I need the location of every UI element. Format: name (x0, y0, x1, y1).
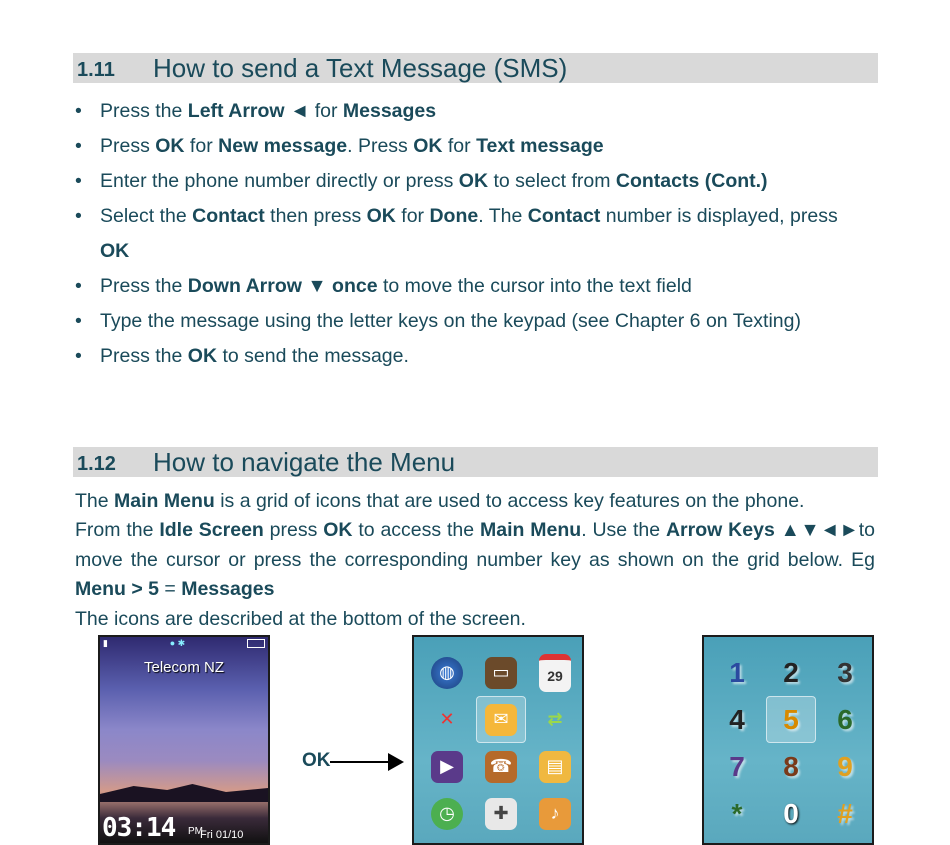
list-item: • Select the Contact then press OK for Done. The Contact number is displayed, press OK (75, 205, 838, 262)
folder-icon: ▤ (539, 751, 571, 783)
section-heading-1-11 (73, 53, 878, 83)
key-9: 9 (837, 750, 853, 782)
contacts-book-icon: ☎ (485, 751, 517, 783)
call-arrow-icon: ⇄ (547, 709, 563, 729)
key-4: 4 (729, 703, 745, 735)
menu-icon-grid (422, 649, 580, 837)
menu-cell (422, 696, 472, 743)
key-1: 1 (729, 656, 745, 688)
media-icon: ▶ (431, 751, 463, 783)
section-title: How to send a Text Message (SMS) (153, 53, 568, 83)
section-number: 1.12 (77, 453, 116, 475)
menu-navigation-paragraph: From the Idle Screen press OK to access the Main Menu. Use the Arrow Keys ▲▼◄►to move the cursor or press the corresponding number key as shown on the grid below. Eg Menu > 5 = Messages (75, 519, 876, 600)
key-7: 7 (729, 750, 745, 782)
list-item: • Enter the phone number directly or press OK to select from Contacts (Cont.) (75, 170, 768, 192)
idle-screen-image (98, 635, 270, 845)
clock-display: 03:14 (102, 813, 176, 843)
envelope-icon: ✉ (485, 704, 517, 736)
main-menu-image (412, 635, 584, 845)
ampm-label: PM (188, 826, 203, 837)
date-display: Fri 01/10 (200, 829, 244, 841)
signal-icon: ▮ (103, 637, 108, 648)
right-arrow-icon (330, 761, 402, 763)
list-item: • Press OK for New message. Press OK for Text message (75, 135, 604, 157)
section-heading-1-12 (73, 447, 878, 477)
music-icon: ♪ (539, 798, 571, 830)
menu-cell (530, 743, 580, 790)
section-title: How to navigate the Menu (153, 447, 456, 477)
menu-cell (530, 696, 580, 743)
menu-cell (476, 743, 526, 790)
key-5-selected: 5 (766, 696, 816, 743)
list-item: • Type the message using the letter keys on the keypad (see Chapter 6 on Texting) (75, 310, 801, 332)
ok-label: OK (302, 750, 331, 771)
landscape-silhouette (100, 782, 268, 802)
menu-cell (530, 790, 580, 837)
gamepad-icon: ✚ (485, 798, 517, 830)
battery-icon (247, 639, 265, 648)
menu-cell (422, 743, 472, 790)
menu-intro-paragraph: The Main Menu is a grid of icons that are used to access key features on the phone. (75, 490, 805, 512)
key-star: * (731, 797, 743, 829)
number-key-grid (712, 649, 870, 837)
list-item: • Press the Down Arrow ▼ once to move the cursor into the text field (75, 275, 692, 297)
tools-icon: ✕ (439, 709, 455, 729)
key-8: 8 (783, 750, 799, 782)
menu-cell (476, 649, 526, 696)
key-hash: # (837, 797, 853, 829)
bluetooth-icon: ● ✱ (169, 637, 186, 648)
alarm-clock-icon: ◷ (431, 798, 463, 830)
key-2: 2 (783, 656, 799, 688)
globe-icon: ◍ (431, 657, 463, 689)
menu-cell (422, 790, 472, 837)
toolbox-icon: ▭ (485, 657, 517, 689)
sms-steps-list (75, 94, 875, 374)
menu-cell-selected (476, 696, 526, 743)
menu-cell (422, 649, 472, 696)
calendar-icon: 29 (539, 654, 571, 692)
list-item: • Press the Left Arrow ◄ for Messages (75, 100, 437, 122)
status-bar (100, 637, 268, 649)
keypad-grid-image (702, 635, 874, 845)
key-0: 0 (783, 797, 799, 829)
menu-cell (476, 790, 526, 837)
icons-description-paragraph: The icons are described at the bottom of the screen. (75, 608, 526, 630)
menu-cell (530, 649, 580, 696)
list-item: • Press the OK to send the message. (75, 345, 409, 367)
key-6: 6 (837, 703, 853, 735)
section-number: 1.11 (77, 59, 115, 81)
key-3: 3 (837, 656, 853, 688)
carrier-name: Telecom NZ (143, 659, 225, 676)
